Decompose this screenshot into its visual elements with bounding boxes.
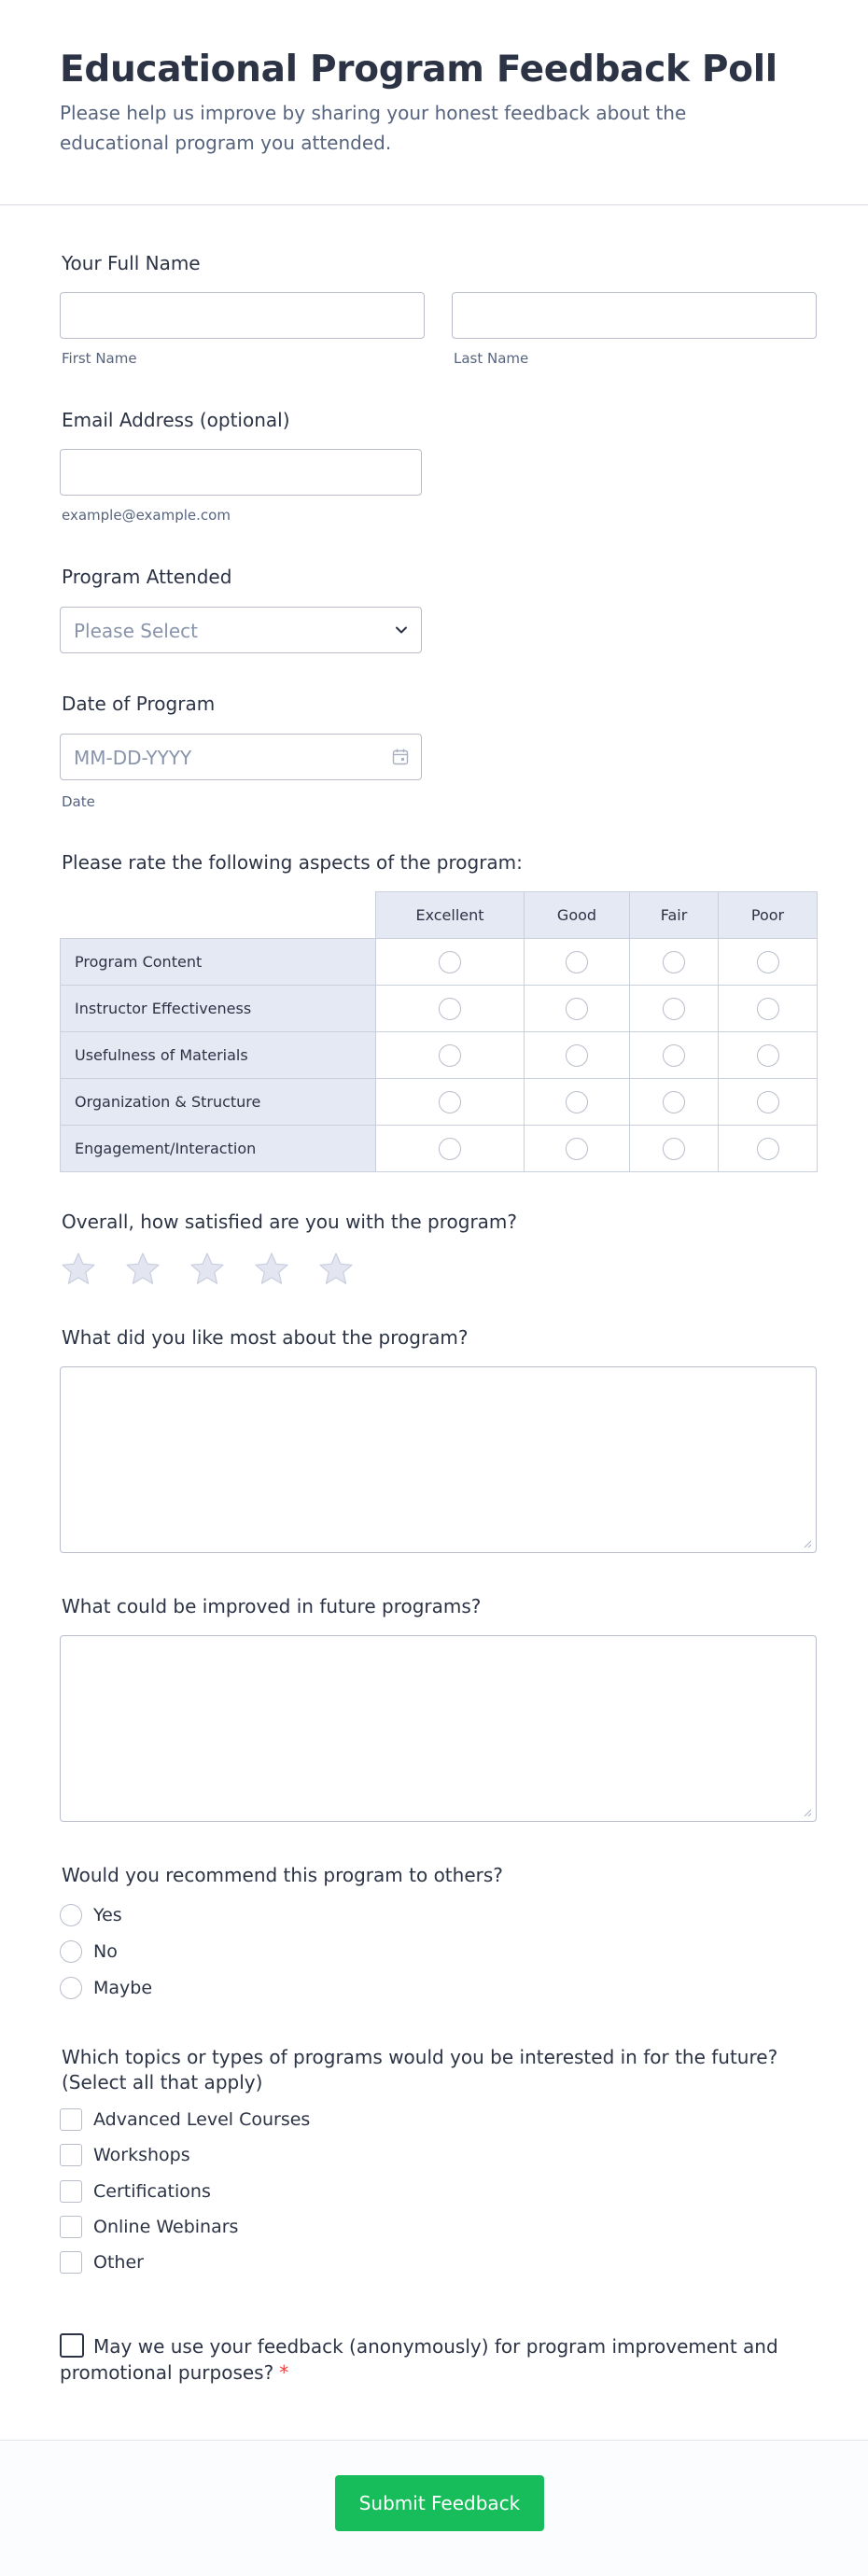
star-icon[interactable] [317, 1251, 355, 1288]
option-label: No [93, 1941, 118, 1962]
last-name-sublabel: Last Name [454, 350, 529, 367]
option-label: Certifications [93, 2181, 211, 2202]
matrix-radio[interactable] [566, 951, 588, 973]
satisfaction-label: Overall, how satisfied are you with the program? [62, 1211, 518, 1233]
consent-checkbox[interactable] [60, 2333, 84, 2358]
matrix-row-label: Program Content [61, 939, 376, 986]
radio-button[interactable] [60, 1904, 82, 1926]
matrix-radio[interactable] [439, 1138, 461, 1160]
matrix-row-label: Organization & Structure [61, 1079, 376, 1126]
matrix-radio[interactable] [439, 1091, 461, 1113]
liked-textarea[interactable] [60, 1366, 817, 1553]
matrix-radio[interactable] [566, 1044, 588, 1067]
page-title: Educational Program Feedback Poll [60, 49, 777, 91]
matrix-row [61, 1126, 818, 1172]
submit-button[interactable]: Submit Feedback [335, 2475, 544, 2531]
program-select-placeholder: Please Select [74, 620, 198, 642]
matrix-radio[interactable] [663, 1138, 685, 1160]
consent-field [60, 2333, 816, 2386]
option-label: Workshops [93, 2145, 190, 2165]
option-label: Yes [93, 1905, 122, 1925]
matrix-corner [61, 892, 376, 939]
email-input[interactable] [60, 449, 422, 496]
topic-option-workshops[interactable] [60, 2143, 190, 2167]
recommend-label: Would you recommend this program to others? [62, 1864, 503, 1886]
matrix-radio[interactable] [663, 1091, 685, 1113]
matrix-radio[interactable] [566, 1091, 588, 1113]
matrix-column-good: Good [525, 892, 630, 939]
matrix-row-label: Usefulness of Materials [61, 1032, 376, 1079]
rating-matrix [60, 891, 818, 1172]
matrix-radio[interactable] [439, 951, 461, 973]
first-name-sublabel: First Name [62, 350, 137, 367]
resize-handle-icon[interactable] [803, 1808, 812, 1817]
topics-label: Which topics or types of programs would you be interested in for the future? (Select all that apply) [62, 2046, 778, 2093]
star-icon[interactable] [124, 1251, 161, 1288]
checkbox[interactable] [60, 2251, 82, 2274]
checkbox[interactable] [60, 2108, 82, 2131]
matrix-radio[interactable] [566, 1138, 588, 1160]
program-label: Program Attended [62, 566, 232, 588]
star-rating [60, 1251, 355, 1288]
date-input[interactable] [60, 734, 422, 780]
matrix-radio[interactable] [663, 1044, 685, 1067]
form-header [0, 0, 868, 205]
matrix-radio[interactable] [757, 951, 779, 973]
date-label: Date of Program [62, 693, 216, 715]
improved-label: What could be improved in future programs? [62, 1595, 482, 1617]
liked-label: What did you like most about the program? [62, 1326, 469, 1349]
radio-button[interactable] [60, 1940, 82, 1963]
matrix-row [61, 939, 818, 986]
topic-option-advanced[interactable] [60, 2107, 310, 2132]
matrix-row [61, 1032, 818, 1079]
program-select[interactable] [60, 607, 422, 653]
matrix-radio[interactable] [439, 998, 461, 1020]
first-name-input[interactable] [60, 292, 425, 339]
checkbox[interactable] [60, 2216, 82, 2238]
matrix-row [61, 1079, 818, 1126]
improved-textarea[interactable] [60, 1635, 817, 1822]
email-sublabel: example@example.com [62, 507, 231, 524]
star-icon[interactable] [253, 1251, 290, 1288]
matrix-radio[interactable] [757, 998, 779, 1020]
date-sublabel: Date [62, 793, 95, 810]
star-icon[interactable] [60, 1251, 97, 1288]
matrix-column-poor: Poor [719, 892, 818, 939]
option-label: Maybe [93, 1978, 153, 1998]
matrix-row [61, 986, 818, 1032]
email-label: Email Address (optional) [62, 409, 290, 431]
full-name-label: Your Full Name [62, 252, 201, 274]
matrix-radio[interactable] [439, 1044, 461, 1067]
matrix-radio[interactable] [757, 1138, 779, 1160]
matrix-radio[interactable] [566, 998, 588, 1020]
page-subtitle: Please help us improve by sharing your honest feedback about the educational program you attended. [60, 102, 687, 154]
rating-matrix-label: Please rate the following aspects of the program: [62, 851, 523, 874]
matrix-radio[interactable] [663, 998, 685, 1020]
radio-button[interactable] [60, 1977, 82, 1999]
matrix-row-label: Instructor Effectiveness [61, 986, 376, 1032]
topic-option-webinars[interactable] [60, 2215, 238, 2239]
recommend-option-yes[interactable] [60, 1903, 122, 1927]
topic-option-other[interactable] [60, 2250, 144, 2275]
last-name-input[interactable] [452, 292, 817, 339]
matrix-column-excellent: Excellent [376, 892, 525, 939]
option-label: Other [93, 2252, 144, 2273]
topic-option-certifications[interactable] [60, 2179, 211, 2204]
resize-handle-icon[interactable] [803, 1539, 812, 1548]
recommend-option-no[interactable] [60, 1939, 118, 1964]
date-placeholder: MM-DD-YYYY [74, 747, 192, 769]
option-label: Advanced Level Courses [93, 2109, 311, 2130]
matrix-radio[interactable] [757, 1091, 779, 1113]
chevron-down-icon [393, 622, 410, 638]
consent-label: May we use your feedback (anonymously) for program improvement and promotional purposes? [60, 2335, 778, 2384]
star-icon[interactable] [189, 1251, 226, 1288]
matrix-row-label: Engagement/Interaction [61, 1126, 376, 1172]
option-label: Online Webinars [93, 2217, 239, 2237]
matrix-radio[interactable] [663, 951, 685, 973]
matrix-column-fair: Fair [630, 892, 719, 939]
required-mark: * [279, 2361, 289, 2384]
calendar-icon[interactable] [391, 748, 410, 766]
matrix-radio[interactable] [757, 1044, 779, 1067]
checkbox[interactable] [60, 2180, 82, 2203]
checkbox[interactable] [60, 2144, 82, 2166]
recommend-option-maybe[interactable] [60, 1976, 152, 2000]
